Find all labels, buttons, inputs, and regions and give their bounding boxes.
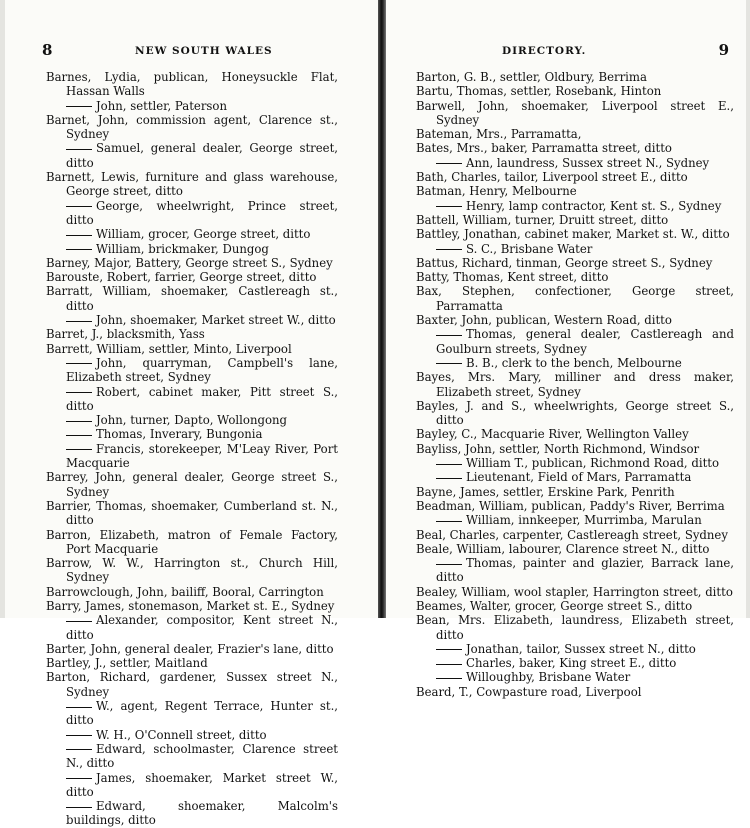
directory-subentry — [46, 742, 338, 771]
ditto-dash — [436, 249, 462, 250]
entry-text: Bayes, Mrs. Mary, milliner and dress maker, Elizabeth street, Sydney — [416, 370, 734, 399]
entry-text: Bayley, C., Macquarie River, Wellington Valley — [416, 427, 689, 442]
entry-text: Barwell, John, shoemaker, Liverpool street E., Sydney — [416, 98, 734, 127]
entry-text: Barouste, Robert, farrier, George street, ditto — [46, 270, 317, 285]
directory-entry — [416, 127, 734, 141]
directory-subentry — [46, 699, 338, 728]
entry-text: Bateman, Mrs., Parramatta, — [416, 127, 582, 142]
ditto-dash — [66, 449, 92, 450]
right-running-head — [386, 41, 750, 63]
directory-entry — [46, 528, 338, 557]
directory-subentry — [416, 556, 734, 585]
entry-text: Bax, Stephen, confectioner, George street, Parramatta — [416, 284, 734, 313]
directory-subentry — [46, 99, 338, 113]
entry-text: George, wheelwright, Prince street, ditto — [66, 198, 338, 227]
entry-text: Henry, lamp contractor, Kent st. S., Sydney — [466, 198, 722, 213]
directory-entry — [416, 184, 734, 198]
ditto-dash — [66, 249, 92, 250]
entry-text: Barnett, Lewis, furniture and glass warehouse, George street, ditto — [46, 170, 338, 199]
entry-text: Beadman, William, publican, Paddy's River, Berrima — [416, 498, 725, 513]
entry-text: John, settler, Paterson — [96, 98, 227, 113]
directory-entries — [416, 70, 734, 699]
ditto-dash — [66, 206, 92, 207]
directory-subentry — [46, 141, 338, 170]
entry-text: Bath, Charles, tailor, Liverpool street E., ditto — [416, 170, 688, 185]
entry-text: Barrowclough, John, bailiff, Booral, Carrington — [46, 584, 324, 599]
directory-subentry — [416, 470, 734, 484]
ditto-dash — [436, 335, 462, 336]
directory-subentry — [46, 442, 338, 471]
entry-text: W., agent, Regent Terrace, Hunter st., ditto — [66, 699, 338, 728]
directory-entry — [46, 642, 338, 656]
directory-subentry — [46, 313, 338, 327]
directory-entry — [416, 170, 734, 184]
entry-text: B. B., clerk to the bench, Melbourne — [466, 355, 682, 370]
entry-text: Bayliss, John, settler, North Richmond, Windsor — [416, 441, 700, 456]
entry-text: Barrey, John, general dealer, George street S., Sydney — [46, 470, 338, 499]
directory-subentry — [46, 385, 338, 414]
directory-entry — [46, 599, 338, 613]
directory-subentry — [416, 327, 734, 356]
directory-subentry — [46, 427, 338, 441]
directory-entry — [46, 284, 338, 313]
ditto-dash — [436, 664, 462, 665]
entry-text: James, shoemaker, Market street W., ditto — [66, 770, 338, 799]
ditto-dash — [436, 206, 462, 207]
directory-entry — [416, 84, 734, 98]
book-gutter — [378, 0, 386, 618]
ditto-dash — [66, 707, 92, 708]
directory-subentry — [416, 456, 734, 470]
entry-text: Edward, shoemaker, Malcolm's buildings, ditto — [66, 799, 338, 828]
ditto-dash — [66, 392, 92, 393]
entry-text: Samuel, general dealer, George street, ditto — [66, 141, 338, 170]
ditto-dash — [436, 649, 462, 650]
entry-text: Charles, baker, King street E., ditto — [466, 656, 677, 671]
entry-text: Beal, Charles, carpenter, Castlereagh street, Sydney — [416, 527, 728, 542]
entry-text: Beard, T., Cowpasture road, Liverpool — [416, 684, 642, 699]
directory-subentry — [46, 728, 338, 742]
directory-entry — [416, 613, 734, 642]
ditto-dash — [436, 363, 462, 364]
directory-entry — [46, 342, 338, 356]
directory-subentry — [46, 199, 338, 228]
directory-entry — [416, 213, 734, 227]
ditto-dash — [66, 735, 92, 736]
entry-text: Barrett, William, settler, Minto, Liverpool — [46, 341, 292, 356]
entry-text: Barrier, Thomas, shoemaker, Cumberland st. N., ditto — [46, 498, 338, 528]
ditto-dash — [66, 321, 92, 322]
directory-entry — [46, 170, 338, 199]
entry-text: Francis, storekeeper, M'Leay River, Port Macquarie — [66, 441, 338, 471]
directory-subentry — [416, 642, 734, 656]
entry-text: Thomas, general dealer, Castlereagh and Goulburn streets, Sydney — [436, 327, 734, 356]
entry-text: Barton, Richard, gardener, Sussex street N., Sydney — [46, 670, 338, 699]
entry-text: Barnes, Lydia, publican, Honeysuckle Flat, Hassan Walls — [46, 70, 338, 99]
directory-subentry — [46, 227, 338, 241]
directory-entries — [46, 70, 338, 828]
directory-entry — [416, 599, 734, 613]
directory-entry — [46, 70, 338, 99]
entry-text: Barret, J., blacksmith, Yass — [46, 327, 205, 342]
entry-text: Edward, schoolmaster, Clarence street N., ditto — [66, 741, 338, 771]
directory-entry — [416, 485, 734, 499]
ditto-dash — [66, 807, 92, 808]
entry-text: Bayne, James, settler, Erskine Park, Penrith — [416, 484, 675, 499]
directory-subentry — [416, 513, 734, 527]
entry-text: Battell, William, turner, Druitt street, ditto — [416, 212, 669, 227]
ditto-dash — [436, 564, 462, 565]
directory-subentry — [46, 613, 338, 642]
directory-entry — [416, 227, 734, 241]
directory-entry — [416, 499, 734, 513]
entry-text: Ann, laundress, Sussex street N., Sydney — [466, 155, 710, 170]
entry-text: Barratt, William, shoemaker, Castlereagh st., ditto — [46, 284, 338, 313]
entry-text: Barron, Elizabeth, matron of Female Factory, Port Macquarie — [46, 527, 338, 556]
entry-text: Barry, James, stonemason, Market st. E., Sydney — [46, 598, 335, 613]
right-page — [386, 0, 750, 699]
ditto-dash — [436, 464, 462, 465]
directory-subentry — [416, 656, 734, 670]
entry-text: Barter, John, general dealer, Frazier's lane, ditto — [46, 641, 334, 656]
directory-entry — [416, 141, 734, 155]
directory-subentry — [416, 242, 734, 256]
directory-subentry — [46, 771, 338, 800]
entry-text: Jonathan, tailor, Sussex street N., ditto — [466, 641, 696, 656]
directory-entry — [46, 656, 338, 670]
ditto-dash — [436, 478, 462, 479]
directory-entry — [416, 442, 734, 456]
directory-subentry — [416, 199, 734, 213]
ditto-dash — [66, 749, 92, 750]
directory-entry — [46, 270, 338, 284]
entry-text: Alexander, compositor, Kent street N., ditto — [66, 613, 338, 642]
entry-text: Baxter, John, publican, Western Road, ditto — [416, 313, 672, 328]
directory-entry — [46, 256, 338, 270]
directory-entry — [46, 670, 338, 699]
directory-subentry — [46, 242, 338, 256]
entry-text: Beames, Walter, grocer, George street S., ditto — [416, 598, 693, 613]
entry-text: Barney, Major, Battery, George street S., Sydney — [46, 255, 333, 270]
directory-entry — [46, 499, 338, 528]
directory-entry — [46, 585, 338, 599]
directory-subentry — [416, 356, 734, 370]
ditto-dash — [66, 621, 92, 622]
ditto-dash — [66, 421, 92, 422]
ditto-dash — [436, 521, 462, 522]
page-header-title: NEW SOUTH WALES — [135, 45, 273, 57]
entry-text: William, grocer, George street, ditto — [96, 227, 311, 242]
entry-text: Batty, Thomas, Kent street, ditto — [416, 270, 609, 285]
ditto-dash — [436, 163, 462, 164]
entry-text: Battus, Richard, tinman, George street S., Sydney — [416, 255, 713, 270]
entry-text: Beale, William, labourer, Clarence street N., ditto — [416, 541, 710, 556]
directory-entry — [416, 270, 734, 284]
directory-entry — [416, 542, 734, 556]
entry-text: John, turner, Dapto, Wollongong — [96, 413, 287, 428]
ditto-dash — [66, 778, 92, 779]
entry-text: Bealey, William, wool stapler, Harrington street, ditto — [416, 584, 733, 599]
entry-text: Batman, Henry, Melbourne — [416, 184, 577, 199]
directory-entry — [416, 399, 734, 428]
directory-entry — [416, 70, 734, 84]
entry-text: John, quarryman, Campbell's lane, Elizabeth street, Sydney — [66, 355, 338, 385]
entry-text: Thomas, Inverary, Bungonia — [96, 427, 263, 442]
entry-text: Barnet, John, commission agent, Clarence st., Sydney — [46, 112, 338, 142]
entry-text: Bayles, J. and S., wheelwrights, George street S., ditto — [416, 398, 734, 428]
directory-subentry — [46, 799, 338, 828]
directory-entry — [46, 556, 338, 585]
entry-text: Barrow, W. W., Harrington st., Church Hill, Sydney — [46, 556, 338, 585]
entry-text: Bartley, J., settler, Maitland — [46, 656, 208, 671]
entry-text: Thomas, painter and glazier, Barrack lane, ditto — [436, 556, 734, 585]
page-number: 8 — [42, 41, 54, 59]
entry-text: Battley, Jonathan, cabinet maker, Market st. W., ditto — [416, 227, 730, 242]
ditto-dash — [66, 363, 92, 364]
page-header-title: DIRECTORY. — [502, 45, 587, 57]
left-running-head — [0, 41, 378, 63]
entry-text: Robert, cabinet maker, Pitt street S., ditto — [66, 384, 338, 413]
directory-entry — [416, 585, 734, 599]
directory-subentry — [416, 670, 734, 684]
directory-entry — [416, 370, 734, 399]
directory-subentry — [46, 356, 338, 385]
entry-text: William, innkeeper, Murrimba, Marulan — [466, 513, 702, 528]
directory-entry — [416, 256, 734, 270]
ditto-dash — [66, 149, 92, 150]
entry-text: Bates, Mrs., baker, Parramatta street, ditto — [416, 141, 672, 156]
directory-entry — [416, 284, 734, 313]
ditto-dash — [66, 106, 92, 107]
directory-entry — [416, 427, 734, 441]
entry-text: Bean, Mrs. Elizabeth, laundress, Elizabeth street, ditto — [416, 613, 734, 642]
ditto-dash — [66, 435, 92, 436]
directory-entry — [416, 99, 734, 128]
page-number: 9 — [718, 41, 730, 59]
entry-text: William T., publican, Richmond Road, ditto — [466, 456, 720, 471]
ditto-dash — [436, 678, 462, 679]
entry-text: S. C., Brisbane Water — [466, 241, 593, 256]
directory-entry — [416, 685, 734, 699]
entry-text: William, brickmaker, Dungog — [96, 241, 269, 256]
page-edge — [0, 0, 5, 618]
directory-entry — [416, 313, 734, 327]
directory-entry — [416, 528, 734, 542]
page-edge — [746, 0, 750, 618]
directory-entry — [46, 470, 338, 499]
ditto-dash — [66, 235, 92, 236]
entry-text: W. H., O'Connell street, ditto — [96, 727, 267, 742]
entry-text: Bartu, Thomas, settler, Rosebank, Hinton — [416, 84, 662, 99]
entry-text: Barton, G. B., settler, Oldbury, Berrima — [416, 70, 647, 84]
entry-text: Willoughby, Brisbane Water — [466, 670, 631, 685]
directory-subentry — [416, 156, 734, 170]
entry-text: John, shoemaker, Market street W., ditto — [96, 313, 336, 328]
entry-text: Lieutenant, Field of Mars, Parramatta — [466, 470, 692, 485]
directory-entry — [46, 113, 338, 142]
directory-entry — [46, 327, 338, 341]
directory-subentry — [46, 413, 338, 427]
